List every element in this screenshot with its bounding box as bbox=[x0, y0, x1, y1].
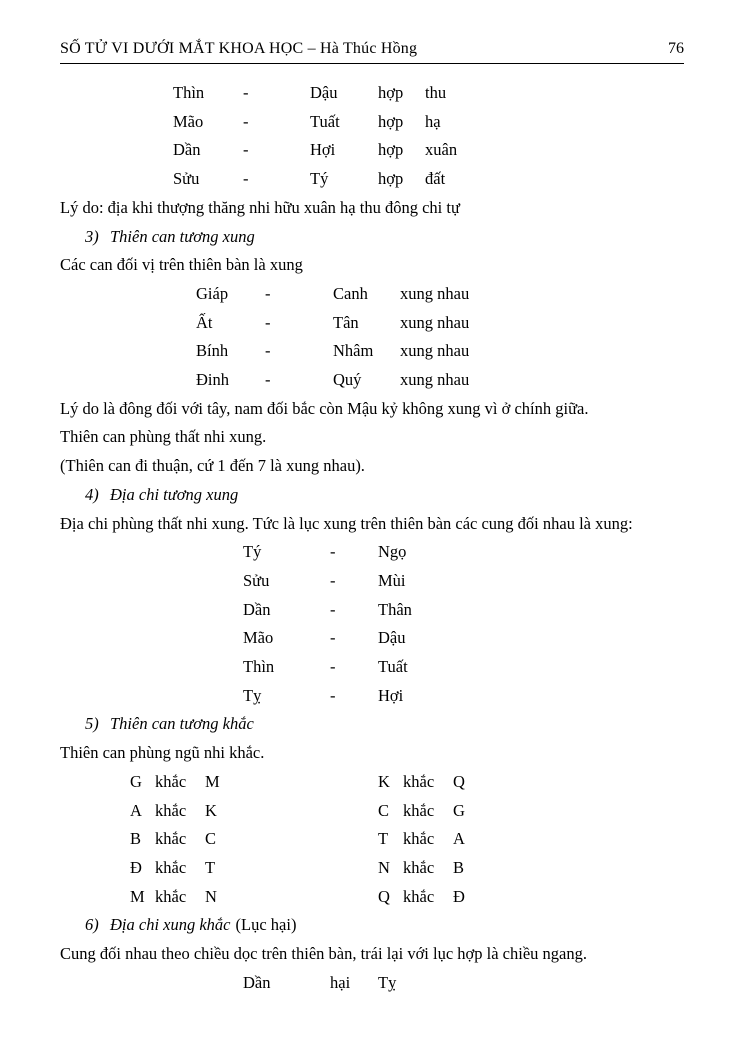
khac-pair-right bbox=[378, 825, 478, 854]
lead-paragraph: Các can đối vị trên thiên bàn là xung bbox=[60, 255, 303, 275]
khac-pair-left bbox=[130, 797, 378, 826]
cell-dash: - bbox=[265, 341, 271, 361]
cell-dash: - bbox=[330, 657, 336, 677]
cell-relation: khắc bbox=[155, 771, 187, 791]
cell-branch-right: Ngọ bbox=[378, 542, 407, 562]
thien-can-xung-table bbox=[60, 280, 684, 395]
cell-relation: hại bbox=[330, 972, 351, 992]
reason-line: Lý do: địa khi thượng thăng nhi hữu xuân hạ thu đông chi tự bbox=[60, 197, 460, 217]
cell-relation: hợp bbox=[378, 83, 404, 102]
cell-relation: hợp bbox=[378, 140, 404, 160]
cell-branch-right: Thân bbox=[378, 599, 412, 619]
cell-stem: Q bbox=[378, 886, 390, 906]
section-heading-5 bbox=[60, 710, 684, 739]
cell-branch-right: Tỵ bbox=[378, 972, 397, 992]
cell-relation: hợp bbox=[378, 111, 404, 131]
cell-branch-left: Sửu bbox=[243, 570, 270, 590]
cell-relation: hợp bbox=[378, 169, 404, 189]
cell-branch-right: Tý bbox=[310, 169, 329, 189]
khac-pair-left bbox=[130, 768, 378, 797]
cell-stem-right: Canh bbox=[333, 283, 368, 303]
cell-stem: N bbox=[378, 857, 390, 877]
cell-dash: - bbox=[243, 83, 249, 102]
cell-stem: M bbox=[130, 886, 145, 906]
page-header bbox=[60, 40, 684, 64]
khac-pair-right bbox=[378, 797, 478, 826]
cell-stem: K bbox=[205, 800, 217, 820]
cell-season: hạ bbox=[425, 111, 441, 131]
table-row bbox=[60, 682, 684, 711]
cell-branch-left: Sửu bbox=[173, 169, 200, 189]
cell-stem: A bbox=[453, 829, 465, 849]
cell-branch-right: Dậu bbox=[378, 628, 406, 648]
cell-stem: K bbox=[378, 771, 390, 791]
table-row bbox=[60, 538, 684, 567]
cell-stem: C bbox=[378, 800, 390, 820]
cell-relation: khắc bbox=[155, 886, 187, 906]
cell-stem: T bbox=[378, 829, 389, 849]
cell-relation: xung nhau bbox=[400, 312, 470, 332]
khac-pair-right bbox=[378, 854, 478, 883]
cell-season: xuân bbox=[425, 140, 458, 160]
note-line: Thiên can phùng thất nhi xung. bbox=[60, 427, 267, 447]
page-number: 76 bbox=[668, 40, 684, 57]
cell-branch-left: Mão bbox=[243, 628, 274, 648]
cell-relation: xung nhau bbox=[400, 283, 470, 303]
khac-pair-right bbox=[378, 883, 478, 912]
section-number: 5) bbox=[85, 714, 99, 734]
cell-stem: Đ bbox=[130, 857, 142, 877]
section-number: 3) bbox=[85, 226, 99, 246]
table-row bbox=[60, 596, 684, 625]
section-number: 4) bbox=[85, 484, 99, 504]
cell-dash: - bbox=[243, 169, 249, 189]
khac-pair-left bbox=[130, 854, 378, 883]
cell-season: đất bbox=[425, 169, 446, 189]
luc-hop-table bbox=[60, 79, 684, 194]
thien-can-khac-table bbox=[60, 768, 684, 912]
table-row bbox=[60, 854, 684, 883]
section-title: Thiên can tương xung bbox=[110, 226, 255, 246]
table-row bbox=[60, 165, 684, 194]
cell-branch-right: Dậu bbox=[310, 83, 338, 102]
cell-stem: M bbox=[205, 771, 220, 791]
running-title: SỐ TỬ VI DƯỚI MẮT KHOA HỌC – Hà Thúc Hồng bbox=[60, 40, 418, 57]
table-row bbox=[60, 624, 684, 653]
cell-stem: N bbox=[205, 886, 217, 906]
cell-relation: khắc bbox=[155, 829, 187, 849]
cell-branch-right: Hợi bbox=[378, 685, 404, 705]
cell-relation: khắc bbox=[155, 857, 187, 877]
cell-relation: xung nhau bbox=[400, 341, 470, 361]
section-heading-3 bbox=[60, 223, 684, 252]
lead-paragraph: Địa chi phùng thất nhi xung. Tức là lục xung trên thiên bàn các cung đối nhau là xung: bbox=[60, 513, 633, 533]
cell-branch-left: Mão bbox=[173, 111, 204, 131]
lead-paragraph: Thiên can phùng ngũ nhi khắc. bbox=[60, 743, 265, 763]
cell-dash: - bbox=[265, 283, 271, 303]
note-line: (Thiên can đi thuận, cứ 1 đến 7 là xung nhau). bbox=[60, 456, 365, 476]
cell-stem: G bbox=[453, 800, 465, 820]
luc-hai-table bbox=[60, 969, 684, 998]
table-row bbox=[60, 825, 684, 854]
section-heading-4 bbox=[60, 481, 684, 510]
cell-stem-left: Đinh bbox=[196, 370, 229, 390]
cell-stem: B bbox=[130, 829, 142, 849]
cell-dash: - bbox=[330, 599, 336, 619]
table-row bbox=[60, 108, 684, 137]
cell-stem-right: Nhâm bbox=[333, 341, 374, 361]
cell-stem: T bbox=[205, 857, 216, 877]
table-row bbox=[60, 79, 684, 108]
cell-stem: G bbox=[130, 771, 142, 791]
table-row bbox=[60, 883, 684, 912]
cell-relation: khắc bbox=[403, 829, 435, 849]
section-title: Địa chi tương xung bbox=[110, 484, 239, 504]
cell-relation: khắc bbox=[403, 886, 435, 906]
section-heading-6 bbox=[60, 911, 684, 940]
cell-relation: khắc bbox=[403, 857, 435, 877]
table-row bbox=[60, 653, 684, 682]
table-row bbox=[60, 337, 684, 366]
cell-branch-right: Tuất bbox=[378, 657, 408, 677]
table-row bbox=[60, 768, 684, 797]
cell-dash: - bbox=[330, 542, 336, 562]
section-title: Thiên can tương khắc bbox=[110, 714, 254, 734]
cell-stem-right: Tân bbox=[333, 312, 359, 332]
cell-season: thu bbox=[425, 83, 447, 102]
cell-relation: khắc bbox=[155, 800, 187, 820]
section-title-suffix: (Lục hại) bbox=[235, 915, 297, 935]
khac-pair-left bbox=[130, 825, 378, 854]
cell-stem-left: Giáp bbox=[196, 283, 229, 303]
table-row bbox=[60, 280, 684, 309]
cell-dash: - bbox=[330, 570, 336, 590]
cell-branch-right: Tuất bbox=[310, 111, 340, 131]
section-number: 6) bbox=[85, 915, 99, 935]
cell-stem: B bbox=[453, 857, 465, 877]
khac-pair-right bbox=[378, 768, 478, 797]
cell-branch-left: Dần bbox=[243, 599, 271, 619]
cell-branch-left: Dần bbox=[173, 140, 201, 160]
cell-stem: Đ bbox=[453, 886, 465, 906]
cell-relation: khắc bbox=[403, 800, 435, 820]
cell-stem: C bbox=[205, 829, 217, 849]
table-row bbox=[60, 309, 684, 338]
cell-branch-left: Dần bbox=[243, 972, 271, 992]
table-row bbox=[60, 366, 684, 395]
cell-relation: khắc bbox=[403, 771, 435, 791]
cell-branch-right: Mùi bbox=[378, 570, 406, 590]
cell-relation: xung nhau bbox=[400, 370, 470, 390]
cell-dash: - bbox=[330, 685, 336, 705]
table-row bbox=[60, 567, 684, 596]
cell-dash: - bbox=[330, 628, 336, 648]
cell-dash: - bbox=[265, 370, 271, 390]
cell-stem-left: Ất bbox=[196, 312, 213, 332]
cell-branch-left: Thìn bbox=[173, 83, 205, 102]
cell-dash: - bbox=[243, 140, 249, 160]
luc-xung-table bbox=[60, 538, 684, 710]
cell-dash: - bbox=[265, 312, 271, 332]
page-content bbox=[60, 64, 684, 998]
khac-pair-left bbox=[130, 883, 378, 912]
cell-branch-right: Hợi bbox=[310, 140, 336, 160]
cell-stem: Q bbox=[453, 771, 465, 791]
lead-paragraph: Cung đối nhau theo chiều dọc trên thiên bàn, trái lại với lục hợp là chiều ngang. bbox=[60, 944, 587, 964]
cell-dash: - bbox=[243, 111, 249, 131]
cell-stem-left: Bính bbox=[196, 341, 229, 361]
cell-branch-left: Thìn bbox=[243, 657, 275, 677]
table-row bbox=[60, 797, 684, 826]
cell-stem-right: Quý bbox=[333, 370, 362, 390]
cell-branch-left: Tý bbox=[243, 542, 262, 562]
cell-stem: A bbox=[130, 800, 142, 820]
cell-branch-left: Tỵ bbox=[243, 685, 262, 705]
table-row bbox=[60, 136, 684, 165]
note-line: Lý do là đông đối với tây, nam đối bắc còn Mậu kỷ không xung vì ở chính giữa. bbox=[60, 398, 589, 418]
table-row bbox=[60, 969, 684, 998]
section-title: Địa chi xung khắc bbox=[110, 915, 231, 935]
